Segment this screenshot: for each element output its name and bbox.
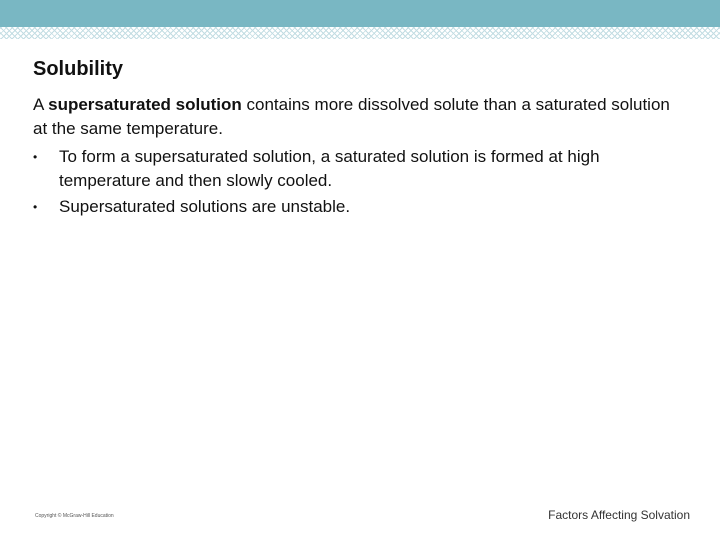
bullet-marker: •: [33, 200, 38, 214]
bullet-text: To form a supersaturated solution, a saturated solution is formed at high temperature and then slowly cooled.: [59, 147, 600, 190]
intro-term: supersaturated solution: [48, 95, 242, 114]
intro-rest: contains more dissolved solute than a saturated solution at the same temperature.: [33, 95, 670, 138]
footer-title: Factors Affecting Solvation: [548, 508, 690, 522]
slide-title: Solubility: [33, 58, 123, 80]
bullet-marker: •: [33, 150, 38, 164]
bullet-text: Supersaturated solutions are unstable.: [59, 197, 351, 216]
bullet-item: [33, 145, 673, 193]
bullet-item: [33, 195, 673, 219]
bullet-list: [33, 145, 673, 221]
header-pattern: [0, 27, 720, 39]
intro-prefix: A: [33, 95, 49, 114]
intro-paragraph: [33, 93, 673, 141]
copyright-notice: Copyright © McGraw-Hill Education: [35, 513, 114, 519]
header-band: [0, 0, 720, 27]
